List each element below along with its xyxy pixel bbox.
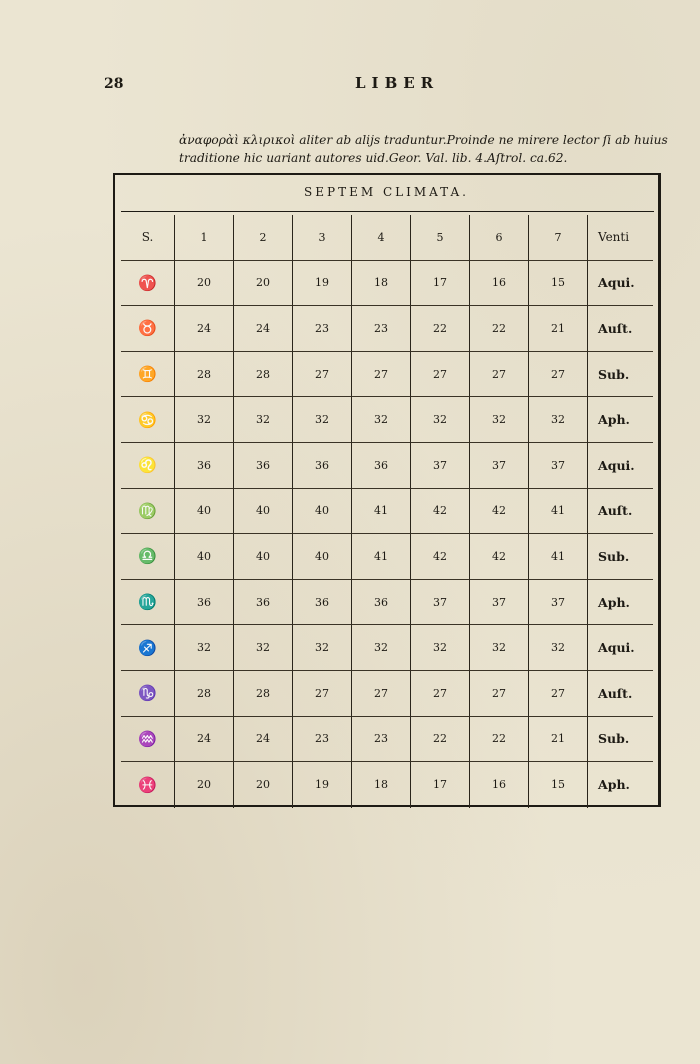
value-cell: 20 (234, 261, 293, 307)
value-cell: 37 (470, 580, 529, 626)
header-clima: 1 (175, 215, 234, 261)
value-cell: 28 (175, 352, 234, 398)
value-cell: 42 (470, 489, 529, 535)
zodiac-sign-cell: ♈ (121, 261, 175, 307)
value-cell: 36 (352, 580, 411, 626)
value-cell: 21 (529, 306, 588, 352)
value-cell: 40 (293, 489, 352, 535)
wind-cell: Aph. (598, 777, 630, 793)
value-cell: 27 (411, 671, 470, 717)
value-cell: 32 (234, 397, 293, 443)
value-cell: 18 (352, 762, 411, 808)
wind-cell: Sub. (588, 352, 653, 398)
value-cell: 19 (293, 762, 352, 808)
value-cell: 20 (175, 261, 234, 307)
value-cell: 23 (293, 306, 352, 352)
value-cell: 15 (529, 261, 588, 307)
zodiac-sign-cell: ♋ (121, 397, 175, 443)
climata-table (113, 173, 661, 807)
wind-cell: Auſt. (588, 671, 653, 717)
value-cell: 27 (293, 671, 352, 717)
value-cell: 32 (293, 625, 352, 671)
wind-cell: Auſt. (588, 489, 653, 535)
value-cell: 27 (411, 352, 470, 398)
wind-cell: Sub. (588, 534, 653, 580)
header-clima: 5 (411, 215, 470, 261)
zodiac-sign-cell: ♒ (121, 717, 175, 763)
value-cell: 27 (470, 352, 529, 398)
intro-line: traditione hic uariant autores uid.Geor. Val. lib. 4.Aſtrol. ca.62. (179, 151, 568, 165)
value-cell: 22 (470, 306, 529, 352)
value-cell: 16 (470, 261, 529, 307)
value-cell: 27 (529, 671, 588, 717)
value-cell: 36 (352, 443, 411, 489)
value-cell: 32 (529, 625, 588, 671)
value-cell: 32 (352, 397, 411, 443)
value-cell: 41 (529, 534, 588, 580)
value-cell: 40 (234, 534, 293, 580)
value-cell: 27 (470, 671, 529, 717)
value-cell: 27 (529, 352, 588, 398)
value-cell: 36 (175, 443, 234, 489)
wind-cell: Aph. (588, 397, 653, 443)
value-cell: 32 (175, 625, 234, 671)
intro-line: ἀναφορὰὶ κλιρικοὶ aliter ab alijs traduntur.Proinde ne mirere lector ſi ab huius (179, 133, 668, 147)
title-rule (121, 211, 654, 212)
value-cell: 24 (175, 306, 234, 352)
value-cell: 32 (293, 397, 352, 443)
value-cell: 15 (529, 762, 588, 808)
value-cell: 23 (352, 306, 411, 352)
value-cell: 19 (293, 261, 352, 307)
zodiac-sign-cell: ♓ (121, 762, 175, 808)
zodiac-sign-cell: ♎ (121, 534, 175, 580)
value-cell: 21 (529, 717, 588, 763)
value-cell: 22 (470, 717, 529, 763)
wind-cell: Sub. (588, 717, 653, 763)
value-cell: 41 (352, 489, 411, 535)
header-clima: 4 (352, 215, 411, 261)
value-cell: 37 (411, 580, 470, 626)
value-cell: 42 (411, 534, 470, 580)
value-cell: 41 (529, 489, 588, 535)
zodiac-sign-cell: ♉ (121, 306, 175, 352)
header-sign: S. (121, 215, 175, 261)
value-cell: 22 (411, 306, 470, 352)
wind-cell: Aph. (588, 580, 653, 626)
value-cell: 32 (175, 397, 234, 443)
value-cell: 42 (411, 489, 470, 535)
value-cell: 32 (411, 397, 470, 443)
value-cell: 36 (175, 580, 234, 626)
table-title: SEPTEM CLIMATA. (304, 185, 469, 199)
value-cell: 32 (234, 625, 293, 671)
value-cell: 40 (175, 534, 234, 580)
value-cell: 17 (411, 261, 470, 307)
wind-cell: Aqui. (588, 443, 653, 489)
header-clima: 6 (470, 215, 529, 261)
page-number: 28 (104, 76, 124, 92)
value-cell: 36 (234, 443, 293, 489)
wind-cell: Aqui. (588, 625, 653, 671)
value-cell: 28 (175, 671, 234, 717)
value-cell: 36 (293, 580, 352, 626)
value-cell: 37 (411, 443, 470, 489)
value-cell: 20 (234, 762, 293, 808)
value-cell: 24 (175, 717, 234, 763)
value-cell: 32 (529, 397, 588, 443)
value-cell: 17 (411, 762, 470, 808)
value-cell: 32 (352, 625, 411, 671)
zodiac-sign-cell: ♐ (121, 625, 175, 671)
value-cell: 42 (470, 534, 529, 580)
value-cell: 37 (529, 443, 588, 489)
value-cell: 27 (352, 671, 411, 717)
value-cell: 16 (470, 762, 529, 808)
value-cell: 24 (234, 717, 293, 763)
value-cell: 28 (234, 352, 293, 398)
header-clima: 2 (234, 215, 293, 261)
value-cell: 23 (352, 717, 411, 763)
running-head: LIBER (355, 74, 440, 92)
zodiac-sign-cell: ♏ (121, 580, 175, 626)
value-cell: 41 (352, 534, 411, 580)
value-cell: 36 (293, 443, 352, 489)
wind-cell: Auſt. (588, 306, 653, 352)
value-cell: 32 (470, 625, 529, 671)
value-cell: 36 (234, 580, 293, 626)
zodiac-sign-cell: ♍ (121, 489, 175, 535)
value-cell: 40 (175, 489, 234, 535)
value-cell: 28 (234, 671, 293, 717)
value-cell: 37 (470, 443, 529, 489)
zodiac-sign-cell: ♌ (121, 443, 175, 489)
value-cell: 24 (234, 306, 293, 352)
value-cell: 37 (529, 580, 588, 626)
intro-paragraph (179, 131, 668, 167)
value-cell: 22 (411, 717, 470, 763)
value-cell: 32 (411, 625, 470, 671)
value-cell: 27 (352, 352, 411, 398)
value-cell: 27 (293, 352, 352, 398)
value-cell: 18 (352, 261, 411, 307)
header-venti: Venti (588, 215, 653, 261)
value-cell: 23 (293, 717, 352, 763)
table-grid (121, 215, 653, 808)
wind-cell: Aqui. (588, 261, 653, 307)
zodiac-sign-cell: ♑ (121, 671, 175, 717)
value-cell: 20 (175, 762, 234, 808)
header-clima: 7 (529, 215, 588, 261)
value-cell: 40 (293, 534, 352, 580)
zodiac-sign-cell: ♊ (121, 352, 175, 398)
value-cell: 40 (234, 489, 293, 535)
header-clima: 3 (293, 215, 352, 261)
value-cell: 32 (470, 397, 529, 443)
